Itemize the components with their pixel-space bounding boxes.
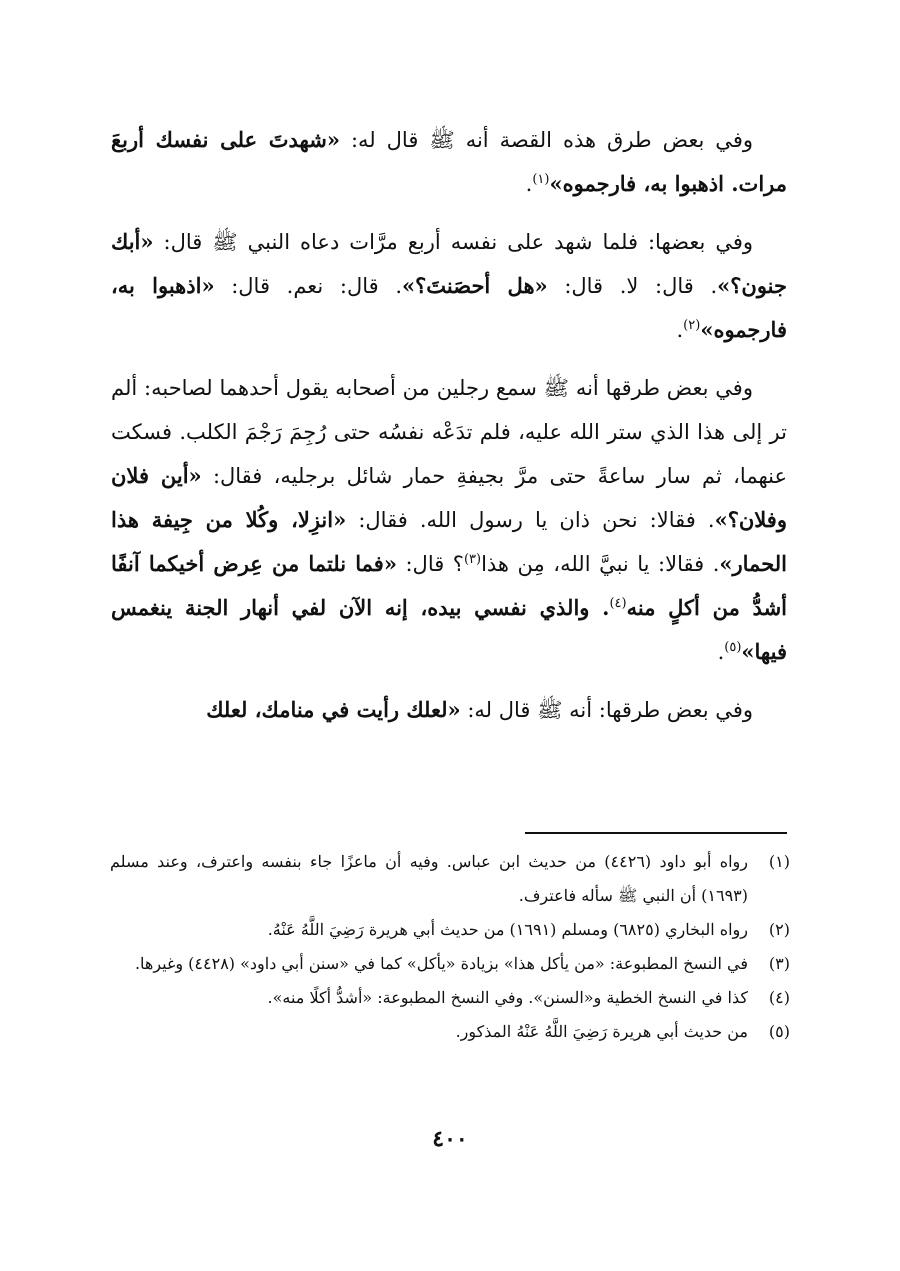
paragraph-1 [111,118,787,206]
quote: «فما نلتما من عِرض أخيكما آنفًا أشدُّ من أكلٍ منه [111,551,787,620]
footnote-ref: (٣) [463,552,482,567]
text-run: . [525,172,533,196]
footnote-text: رواه أبو داود (٤٤٢٦) من حديث ابن عباس. وفيه أن ماعزًا جاء بنفسه واعترف، وعند مسلم (١٦٩٣) أن النبي ﷺ سأله فاعترف. [110,852,749,905]
quote: «انزِلا، وكُلا من جِيفة هذا الحمار» [111,507,787,576]
quote: «أبك جنون؟» [111,229,788,298]
text-run: . فقالا: نحن ذان يا رسول الله. فقال: [346,508,715,532]
footnote-text: في النسخ المطبوعة: «من يأكل هذا» بزيادة «يأكل» كما في «سنن أبي داود» (٤٤٢٨) وغيرها. [134,954,748,973]
footnote-ref: (٢) [683,318,701,333]
footnote-separator [525,832,787,834]
text-run: . قال: نعم. قال: [214,274,403,298]
text-run: وفي بعض طرقها أنه ﷺ سمع رجلين من أصحابه يقول أحدهما لصاحبه: ألم تر إلى هذا الذي ستر الله عليه، فلم تدَعْه نفسُه حتى رُجِمَ رَجْمَ الكلب. فسكت عنهما، ثم سار ساعةً حتى مرَّ بجيفةِ حمار شائل برجليه، فقال: [111,376,788,488]
quote: «شهدتَ على نفسك أربعَ مرات. اذهبوا به، فارجموه» [111,127,787,196]
quote: «اذهبوا به، فارجموه» [111,273,787,342]
footnote-text: رواه البخاري (٦٨٢٥) ومسلم (١٦٩١) من حديث أبي هريرة رَضِيَ اللَّهُ عَنْهُ. [267,920,748,939]
footnote-text: من حديث أبي هريرة رَضِيَ اللَّهُ عَنْهُ المذكور. [455,1022,748,1041]
footnote-number: (١) [768,852,790,871]
footnote-5 [110,1015,790,1049]
paragraph-4 [111,688,787,732]
footnote-3 [110,947,790,981]
quote: «أين فلان وفلان؟» [111,463,787,532]
footnotes [110,845,790,1049]
footnote-ref: (٥) [724,640,742,655]
footnote-number: (٤) [768,988,790,1007]
text-run: . قال: لا. قال: [547,274,718,298]
footnote-4 [110,981,790,1015]
main-text [111,118,787,746]
text-run: وفي بعضها: فلما شهد على نفسه أربع مرَّات دعاه النبي ﷺ قال: [153,230,753,254]
quote: «هل أحصَنتَ؟» [402,273,548,298]
footnote-2 [110,913,790,947]
text-run: . [717,640,725,664]
text-run: . فقالا: يا نبيَّ الله، مِن هذا [481,552,720,576]
text-run: ؟ قال: [396,552,464,576]
footnote-text: كذا في النسخ الخطية و«السنن». وفي النسخ المطبوعة: «أشدُّ أكلًا منه». [267,988,748,1007]
paragraph-2 [111,220,787,352]
footnote-ref: (١) [532,172,550,187]
footnote-number: (٥) [768,1022,790,1041]
text-run: وفي بعض طرقها: أنه ﷺ قال له: [460,698,753,722]
text-run: . [676,318,684,342]
paragraph-3 [111,366,787,674]
text-run: وفي بعض طرق هذه القصة أنه ﷺ قال له: [339,128,753,152]
quote: «لعلك رأيت في منامك، لعلك [206,697,461,722]
page-number: ٤٠٠ [432,1126,468,1152]
footnote-number: (٢) [768,920,790,939]
footnote-1 [110,845,790,913]
footnote-ref: (٤) [609,596,627,611]
quote: . والذي نفسي بيده، إنه الآن لفي أنهار الجنة ينغمس فيها» [111,595,787,664]
footnote-number: (٣) [768,954,790,973]
